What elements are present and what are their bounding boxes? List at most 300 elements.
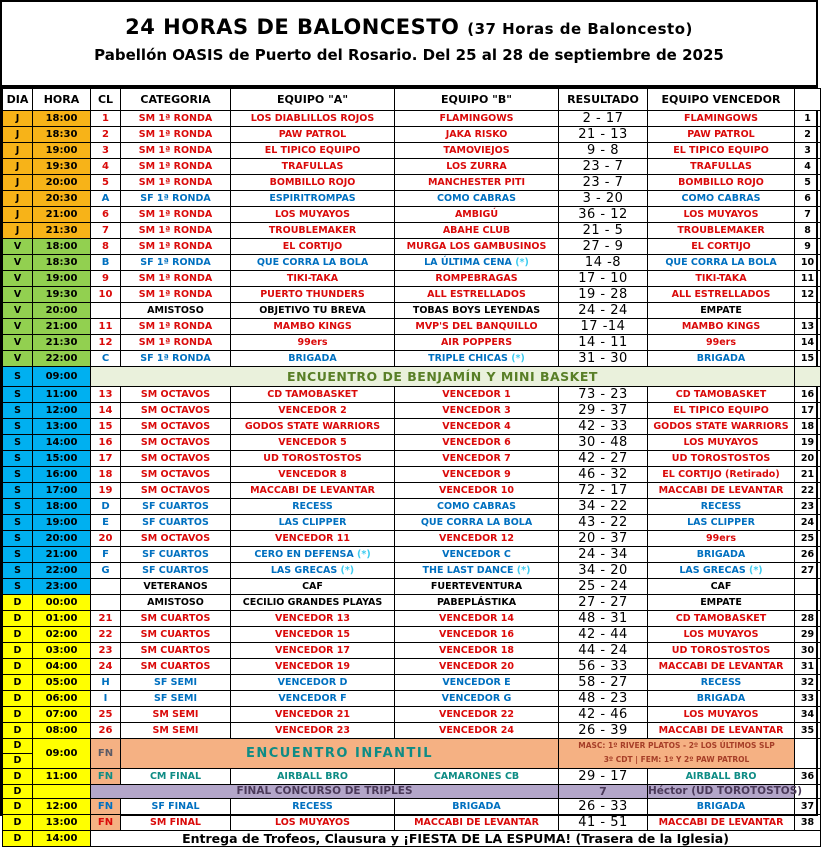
equipo-b-cell: AMBIGÚ	[395, 207, 559, 223]
cl-cell: D	[91, 499, 121, 515]
categoria-cell: AMISTOSO	[121, 303, 231, 319]
equipo-a-cell: VENCEDOR F	[231, 691, 395, 707]
categoria-cell: SM OCTAVOS	[121, 403, 231, 419]
vencedor-cell: UD TOROSTOSTOS	[648, 643, 795, 659]
hora-cell: 22:00	[33, 563, 91, 579]
resultado-cell: 29 - 37	[559, 403, 648, 419]
hora-cell: 21:00	[33, 319, 91, 335]
dia-cell: J	[3, 143, 33, 159]
equipo-b-cell: LA ÚLTIMA CENA (*)	[395, 255, 559, 271]
vencedor-cell: LAS GRECAS (*)	[648, 563, 795, 579]
dia-cell: V	[3, 319, 33, 335]
hora-cell: 18:30	[33, 255, 91, 271]
categoria-cell: SM 1ª RONDA	[121, 335, 231, 351]
equipo-a-cell: EL CORTIJO	[231, 239, 395, 255]
categoria-cell: SM CUARTOS	[121, 643, 231, 659]
equipo-a-cell: CECILIO GRANDES PLAYAS	[231, 595, 395, 611]
match-row	[3, 515, 821, 531]
resultado-cell: 26 - 33	[559, 798, 648, 814]
equipo-b-cell: COMO CABRAS	[395, 191, 559, 207]
cl-cell: 16	[91, 435, 121, 451]
column-header-resultado: RESULTADO	[559, 89, 648, 111]
cl-cell: I	[91, 691, 121, 707]
categoria-cell: SM OCTAVOS	[121, 531, 231, 547]
title-main: 24 HORAS DE BALONCESTO	[125, 15, 460, 39]
resultado-cell: 21 - 13	[559, 127, 648, 143]
match-row	[3, 111, 821, 127]
equipo-b-cell: THE LAST DANCE (*)	[395, 563, 559, 579]
cl-cell: 22	[91, 627, 121, 643]
match-row	[3, 159, 821, 175]
row-number-cell: 8	[795, 223, 821, 239]
equipo-b-cell: MANCHESTER PITI	[395, 175, 559, 191]
equipo-a-cell: AIRBALL BRO	[231, 768, 395, 784]
dia-cell: D	[3, 768, 33, 784]
vencedor-cell: RECESS	[648, 499, 795, 515]
dia-cell: D	[3, 675, 33, 691]
dia-cell: D	[3, 691, 33, 707]
row-number-cell: 18	[795, 419, 821, 435]
dia-cell: S	[3, 531, 33, 547]
row-number-cell: 2	[795, 127, 821, 143]
cl-cell: C	[91, 351, 121, 367]
equipo-b-cell: VENCEDOR 4	[395, 419, 559, 435]
column-header-cl: CL	[91, 89, 121, 111]
vencedor-cell: BRIGADA	[648, 798, 795, 814]
dia-cell: S	[3, 563, 33, 579]
infantil-row	[3, 739, 821, 754]
resultado-cell: 42 - 33	[559, 419, 648, 435]
resultado-cell: 44 - 24	[559, 643, 648, 659]
row-number-cell: 6	[795, 191, 821, 207]
resultado-cell: 17 -14	[559, 319, 648, 335]
cl-cell: 10	[91, 287, 121, 303]
equipo-b-cell: VENCEDOR E	[395, 675, 559, 691]
equipo-a-cell: CAF	[231, 579, 395, 595]
resultado-cell: 14 -8	[559, 255, 648, 271]
match-row	[3, 451, 821, 467]
vencedor-cell: EL CORTIJO	[648, 239, 795, 255]
schedule-table	[2, 88, 821, 847]
page-subtitle: Pabellón OASIS de Puerto del Rosario. Del 25 al 28 de septiembre de 2025	[94, 46, 724, 64]
resultado-cell: 34 - 20	[559, 563, 648, 579]
vencedor-cell: LAS CLIPPER	[648, 515, 795, 531]
match-row	[3, 319, 821, 335]
row-number-cell: 4	[795, 159, 821, 175]
row-number-cell: 28	[795, 611, 821, 627]
categoria-cell: SF 1ª RONDA	[121, 255, 231, 271]
podium-notes-cell: MASC: 1º RIVER PLATOS - 2º LOS ÚLTIMOS SLP 3º CDT | FEM: 1º Y 2º PAW PATROL	[559, 739, 795, 769]
hora-cell: 11:00	[33, 768, 91, 784]
categoria-cell: SM CUARTOS	[121, 659, 231, 675]
cl-cell: 12	[91, 335, 121, 351]
equipo-a-cell: TROUBLEMAKER	[231, 223, 395, 239]
equipo-b-cell: FUERTEVENTURA	[395, 579, 559, 595]
cl-cell: 14	[91, 403, 121, 419]
equipo-a-cell: VENCEDOR 13	[231, 611, 395, 627]
dia-cell: V	[3, 335, 33, 351]
vencedor-cell: LOS MUYAYOS	[648, 207, 795, 223]
row-number-cell: 24	[795, 515, 821, 531]
equipo-a-cell: RECESS	[231, 798, 395, 814]
resultado-cell: 27 - 27	[559, 595, 648, 611]
match-row	[3, 287, 821, 303]
dia-cell: D	[3, 798, 33, 814]
equipo-a-cell: RECESS	[231, 499, 395, 515]
vencedor-cell: TRAFULLAS	[648, 159, 795, 175]
cl-cell: 19	[91, 483, 121, 499]
dia-cell: V	[3, 271, 33, 287]
resultado-cell: 25 - 24	[559, 579, 648, 595]
row-number-cell: 27	[795, 563, 821, 579]
column-header-num	[795, 89, 821, 111]
cl-cell: 21	[91, 611, 121, 627]
vencedor-cell: EMPATE	[648, 595, 795, 611]
cl-cell: FN	[91, 798, 121, 814]
resultado-cell: 72 - 17	[559, 483, 648, 499]
match-row	[3, 387, 821, 403]
resultado-cell: 24 - 24	[559, 303, 648, 319]
vencedor-cell: ALL ESTRELLADOS	[648, 287, 795, 303]
vencedor-cell: EMPATE	[648, 303, 795, 319]
hora-cell: 23:00	[33, 579, 91, 595]
equipo-b-cell: VENCEDOR G	[395, 691, 559, 707]
hora-cell: 18:00	[33, 499, 91, 515]
equipo-a-cell: PUERTO THUNDERS	[231, 287, 395, 303]
banner-row	[3, 367, 821, 387]
resultado-cell: 29 - 17	[559, 768, 648, 784]
dia-cell: S	[3, 403, 33, 419]
equipo-b-cell: VENCEDOR 18	[395, 643, 559, 659]
equipo-a-cell: CERO EN DEFENSA (*)	[231, 547, 395, 563]
match-row	[3, 611, 821, 627]
closing-row	[3, 830, 821, 846]
column-header-hora: HORA	[33, 89, 91, 111]
cl-cell: 5	[91, 175, 121, 191]
equipo-a-cell: MAMBO KINGS	[231, 319, 395, 335]
column-header-equipo-a: EQUIPO "A"	[231, 89, 395, 111]
vencedor-cell: 99ers	[648, 335, 795, 351]
equipo-b-cell: JAKA RISKO	[395, 127, 559, 143]
dia-cell: J	[3, 111, 33, 127]
vencedor-cell: MAMBO KINGS	[648, 319, 795, 335]
equipo-b-cell: VENCEDOR 16	[395, 627, 559, 643]
vencedor-cell: EL TIPICO EQUIPO	[648, 143, 795, 159]
resultado-cell: 30 - 48	[559, 435, 648, 451]
cl-cell: 6	[91, 207, 121, 223]
categoria-cell: SM 1ª RONDA	[121, 175, 231, 191]
cl-cell: 2	[91, 127, 121, 143]
equipo-a-cell: CD TAMOBASKET	[231, 387, 395, 403]
resultado-cell: 48 - 31	[559, 611, 648, 627]
match-row	[3, 691, 821, 707]
equipo-b-cell: MURGA LOS GAMBUSINOS	[395, 239, 559, 255]
categoria-cell: SM 1ª RONDA	[121, 127, 231, 143]
vencedor-cell: FLAMINGOWS	[648, 111, 795, 127]
equipo-a-cell: TRAFULLAS	[231, 159, 395, 175]
row-number-cell: 22	[795, 483, 821, 499]
vencedor-cell: RECESS	[648, 675, 795, 691]
dia-cell: S	[3, 579, 33, 595]
dia-cell: S	[3, 387, 33, 403]
hora-cell: 12:00	[33, 403, 91, 419]
row-number-cell: 5	[795, 175, 821, 191]
categoria-cell: SM OCTAVOS	[121, 387, 231, 403]
categoria-cell: AMISTOSO	[121, 595, 231, 611]
match-row	[3, 547, 821, 563]
categoria-cell: SF CUARTOS	[121, 515, 231, 531]
categoria-cell: SM CUARTOS	[121, 627, 231, 643]
dia-cell: S	[3, 451, 33, 467]
hora-cell: 14:00	[33, 830, 91, 846]
match-row	[3, 814, 821, 830]
row-number-cell: 15	[795, 351, 821, 367]
match-row	[3, 675, 821, 691]
dia-cell: V	[3, 303, 33, 319]
resultado-cell: 42 - 27	[559, 451, 648, 467]
row-number-cell: 32	[795, 675, 821, 691]
dia-cell: D	[3, 643, 33, 659]
categoria-cell: SM 1ª RONDA	[121, 287, 231, 303]
row-number-cell: 9	[795, 239, 821, 255]
equipo-a-cell: BOMBILLO ROJO	[231, 175, 395, 191]
hora-cell: 13:00	[33, 814, 91, 830]
hora-cell: 21:00	[33, 547, 91, 563]
match-row	[3, 798, 821, 814]
hora-cell: 20:30	[33, 191, 91, 207]
resultado-cell: 41 - 51	[559, 814, 648, 830]
equipo-a-cell: LOS MUYAYOS	[231, 814, 395, 830]
vencedor-cell: COMO CABRAS	[648, 191, 795, 207]
categoria-cell: SF CUARTOS	[121, 499, 231, 515]
row-number-cell: 17	[795, 403, 821, 419]
vencedor-cell: BOMBILLO ROJO	[648, 175, 795, 191]
dia-cell: J	[3, 207, 33, 223]
equipo-a-cell: ESPIRITROMPAS	[231, 191, 395, 207]
hora-cell: 17:00	[33, 483, 91, 499]
resultado-cell: 34 - 22	[559, 499, 648, 515]
vencedor-cell: MACCABI DE LEVANTAR	[648, 814, 795, 830]
asterisk-marker: (*)	[511, 353, 525, 364]
match-row	[3, 239, 821, 255]
row-number-cell: 20	[795, 451, 821, 467]
cl-cell: F	[91, 547, 121, 563]
title-note: (37 Horas de Baloncesto)	[467, 20, 693, 38]
resultado-cell: 58 - 27	[559, 675, 648, 691]
hora-cell: 01:00	[33, 611, 91, 627]
equipo-b-cell: VENCEDOR 22	[395, 707, 559, 723]
row-number-cell: 21	[795, 467, 821, 483]
vencedor-cell: CD TAMOBASKET	[648, 611, 795, 627]
categoria-cell: CM FINAL	[121, 768, 231, 784]
match-row	[3, 403, 821, 419]
vencedor-cell: CD TAMOBASKET	[648, 387, 795, 403]
match-row	[3, 627, 821, 643]
dia-cell: D	[3, 814, 33, 830]
cl-cell: A	[91, 191, 121, 207]
hora-cell: 20:00	[33, 531, 91, 547]
resultado-cell: 9 - 8	[559, 143, 648, 159]
vencedor-cell: LOS MUYAYOS	[648, 435, 795, 451]
row-number-cell: 25	[795, 531, 821, 547]
row-number-cell: 34	[795, 707, 821, 723]
equipo-b-cell: BRIGADA	[395, 798, 559, 814]
dia-cell: V	[3, 239, 33, 255]
asterisk-marker: (*)	[340, 565, 355, 576]
dia-cell: S	[3, 419, 33, 435]
hora-cell: 11:00	[33, 387, 91, 403]
title-block	[2, 2, 816, 88]
categoria-cell: SM OCTAVOS	[121, 419, 231, 435]
dia-cell: V	[3, 255, 33, 271]
resultado-cell: 14 - 11	[559, 335, 648, 351]
dia-cell: D	[3, 830, 33, 846]
categoria-cell: SM 1ª RONDA	[121, 271, 231, 287]
cl-cell: FN	[91, 768, 121, 784]
dia-cell: S	[3, 515, 33, 531]
cl-cell: 7	[91, 223, 121, 239]
resultado-cell: 21 - 5	[559, 223, 648, 239]
hora-cell: 19:00	[33, 515, 91, 531]
categoria-cell: SM 1ª RONDA	[121, 319, 231, 335]
schedule-body	[3, 111, 821, 847]
vencedor-cell: QUE CORRA LA BOLA	[648, 255, 795, 271]
match-row	[3, 643, 821, 659]
vencedor-cell: MACCABI DE LEVANTAR	[648, 659, 795, 675]
equipo-a-cell: UD TOROSTOSTOS	[231, 451, 395, 467]
match-row	[3, 499, 821, 515]
vencedor-cell: AIRBALL BRO	[648, 768, 795, 784]
row-number-cell: 11	[795, 271, 821, 287]
equipo-b-cell: ALL ESTRELLADOS	[395, 287, 559, 303]
categoria-cell: SM OCTAVOS	[121, 483, 231, 499]
hora-cell: 09:00	[33, 739, 91, 769]
cl-cell: FN	[91, 814, 121, 830]
equipo-a-cell: 99ers	[231, 335, 395, 351]
equipo-a-cell: VENCEDOR 21	[231, 707, 395, 723]
hora-cell	[33, 784, 91, 798]
column-header-categoria: CATEGORIA	[121, 89, 231, 111]
dia-cell: D	[3, 611, 33, 627]
categoria-cell: SM 1ª RONDA	[121, 223, 231, 239]
equipo-b-cell: TOBAS BOYS LEYENDAS	[395, 303, 559, 319]
equipo-a-cell: MACCABI DE LEVANTAR	[231, 483, 395, 499]
hora-cell: 18:00	[33, 111, 91, 127]
cl-cell: 15	[91, 419, 121, 435]
asterisk-marker: (*)	[516, 565, 531, 576]
row-number-cell: 38	[795, 814, 821, 830]
vencedor-cell: EL TIPICO EQUIPO	[648, 403, 795, 419]
dia-cell: J	[3, 175, 33, 191]
row-number-cell: 37	[795, 798, 821, 814]
categoria-cell: SF FINAL	[121, 798, 231, 814]
cl-cell	[91, 595, 121, 611]
match-row	[3, 143, 821, 159]
asterisk-marker: (*)	[748, 565, 763, 576]
equipo-a-cell: VENCEDOR 23	[231, 723, 395, 739]
vencedor-cell: TIKI-TAKA	[648, 271, 795, 287]
hora-cell: 21:30	[33, 223, 91, 239]
match-row	[3, 255, 821, 271]
categoria-cell: SM OCTAVOS	[121, 435, 231, 451]
hora-cell: 12:00	[33, 798, 91, 814]
cl-cell: 3	[91, 143, 121, 159]
vencedor-cell: EL CORTIJO (Retirado)	[648, 467, 795, 483]
banner-cell: ENCUENTRO INFANTIL	[121, 739, 559, 769]
hora-cell: 09:00	[33, 367, 91, 387]
dia-cell: D	[3, 739, 33, 754]
banner-cell: FINAL CONCURSO DE TRIPLES	[91, 784, 559, 798]
categoria-cell: SM 1ª RONDA	[121, 143, 231, 159]
resultado-cell: 73 - 23	[559, 387, 648, 403]
hora-cell: 05:00	[33, 675, 91, 691]
equipo-b-cell: COMO CABRAS	[395, 499, 559, 515]
hora-cell: 14:00	[33, 435, 91, 451]
vencedor-cell: LOS MUYAYOS	[648, 627, 795, 643]
cl-cell	[91, 303, 121, 319]
dia-cell: S	[3, 467, 33, 483]
vencedor-cell: MACCABI DE LEVANTAR	[648, 483, 795, 499]
vencedor-cell: BRIGADA	[648, 547, 795, 563]
asterisk-marker: (*)	[515, 257, 529, 268]
categoria-cell: SM 1ª RONDA	[121, 207, 231, 223]
categoria-cell: SM 1ª RONDA	[121, 239, 231, 255]
resultado-cell: 36 - 12	[559, 207, 648, 223]
hora-cell: 02:00	[33, 627, 91, 643]
resultado-cell: 31 - 30	[559, 351, 648, 367]
hora-cell: 21:00	[33, 207, 91, 223]
cl-cell: 1	[91, 111, 121, 127]
cl-cell: 9	[91, 271, 121, 287]
dia-cell: D	[3, 659, 33, 675]
vencedor-cell: Héctor (UD TOROTOSTOS)	[648, 785, 803, 797]
resultado-cell: 43 - 22	[559, 515, 648, 531]
row-number-cell: 30	[795, 643, 821, 659]
dia-cell: S	[3, 367, 33, 387]
equipo-a-cell: BRIGADA	[231, 351, 395, 367]
match-row	[3, 579, 821, 595]
hora-cell: 16:00	[33, 467, 91, 483]
cl-cell: 11	[91, 319, 121, 335]
hora-cell: 15:00	[33, 451, 91, 467]
dia-cell: S	[3, 547, 33, 563]
equipo-a-cell: VENCEDOR 8	[231, 467, 395, 483]
match-row	[3, 768, 821, 784]
resultado-cell: 3 - 20	[559, 191, 648, 207]
row-number-cell: 29	[795, 627, 821, 643]
dia-cell: D	[3, 627, 33, 643]
resultado-cell: 20 - 37	[559, 531, 648, 547]
cl-cell: 20	[91, 531, 121, 547]
row-number-cell: 33	[795, 691, 821, 707]
match-row	[3, 335, 821, 351]
match-row	[3, 419, 821, 435]
categoria-cell: SM SEMI	[121, 707, 231, 723]
categoria-cell: SM SEMI	[121, 723, 231, 739]
hora-cell: 13:00	[33, 419, 91, 435]
equipo-a-cell: VENCEDOR 11	[231, 531, 395, 547]
page-title	[2, 15, 816, 39]
hora-cell: 18:30	[33, 127, 91, 143]
row-number-cell: 31	[795, 659, 821, 675]
categoria-cell: SF SEMI	[121, 691, 231, 707]
resultado-cell: 2 - 17	[559, 111, 648, 127]
cl-cell: H	[91, 675, 121, 691]
equipo-a-cell: VENCEDOR 19	[231, 659, 395, 675]
row-number-cell: 36	[795, 768, 821, 784]
asterisk-marker: (*)	[357, 549, 371, 560]
equipo-b-cell: MACCABI DE LEVANTAR	[395, 814, 559, 830]
